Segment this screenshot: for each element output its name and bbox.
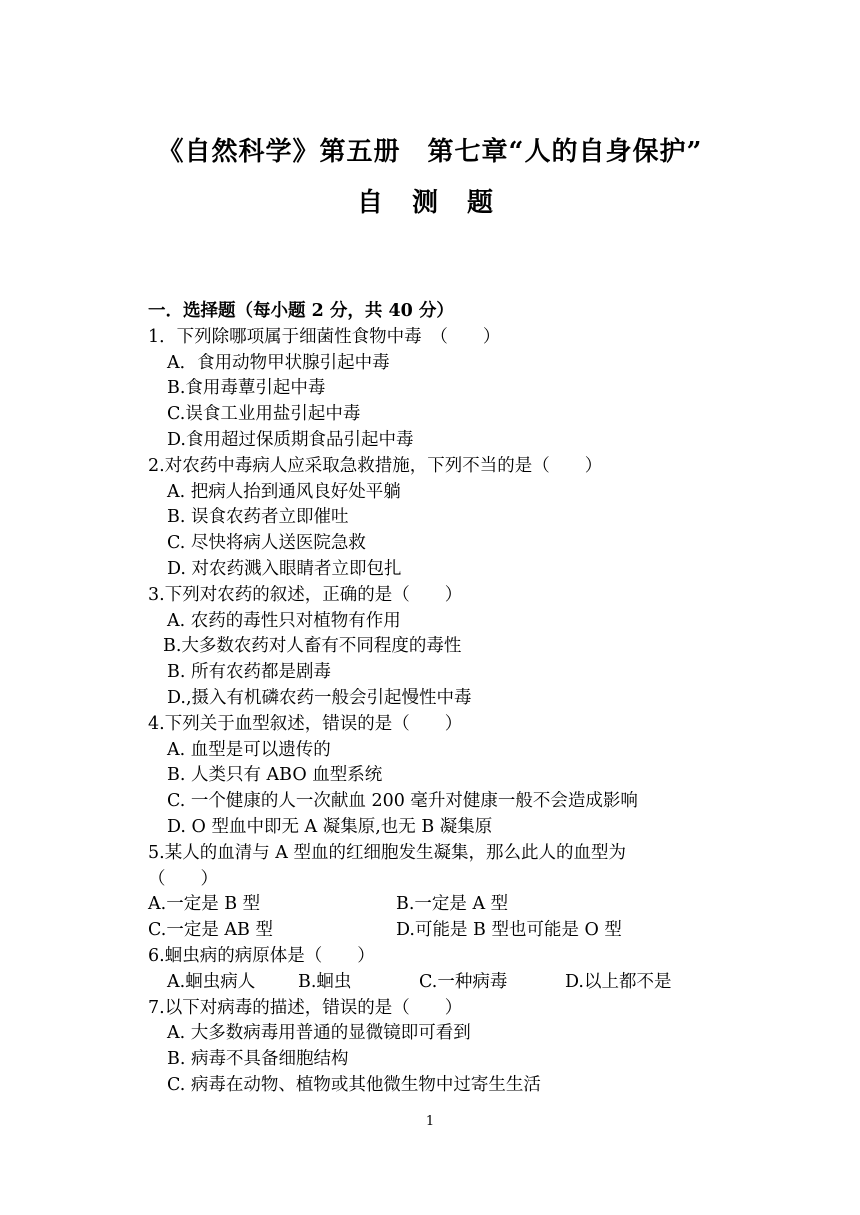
option-b: B.大多数农药对人畜有不同程度的毒性 [163,636,462,657]
option-c: C.误食工业用盐引起中毒 [167,404,361,425]
option-b: B.蛔虫 [298,971,352,992]
document-title: 《自然科学》第五册 第七章“人的自身保护” [157,137,703,167]
option-c: C.一种病毒 [419,971,508,992]
option-c: C.一定是 AB 型 [148,920,273,941]
option-d: D. 对农药溅入眼睛者立即包扎 [167,558,402,579]
option-c: C. 病毒在动物、植物或其他微生物中过寄生生活 [167,1074,541,1095]
option-d: D.食用超过保质期食品引起中毒 [167,429,414,450]
option-a: A. 大多数病毒用普通的显微镜即可看到 [167,1023,471,1044]
option-d: D. O 型血中即无 A 凝集原,也无 B 凝集原 [167,816,493,837]
page-number: 1 [425,1114,435,1129]
options-row [148,970,748,996]
option-b: B.食用毒蕈引起中毒 [167,378,326,399]
section-heading: 一．选择题（每小题 2 分，共 40 分） [148,301,454,321]
question-list [148,299,748,1099]
option-c: C. 尽快将病人送医院急救 [167,533,366,554]
answer-parentheses: （ ） [148,868,218,889]
question-stem: 6.蛔虫病的病原体是（ ） [148,945,375,966]
option-b: B. 病毒不具备细胞结构 [167,1049,349,1070]
option-a: A．食用动物甲状腺引起中毒 [167,352,390,373]
question-stem: 2.对农药中毒病人应采取急救措施，下列不当的是（ ） [148,455,603,476]
options-row [148,892,748,918]
option-c: C. 一个健康的人一次献血 200 毫升对健康一般不会造成影响 [167,791,638,812]
question-stem: 7.以下对病毒的描述，错误的是（ ） [148,997,463,1018]
option-b: B. 人类只有 ABO 血型系统 [167,765,383,786]
option-a: A. 把病人抬到通风良好处平躺 [167,481,401,502]
option-a: A. 血型是可以遗传的 [167,739,331,760]
option-d: D.可能是 B 型也可能是 O 型 [396,920,622,941]
question-stem: 1．下列除哪项属于细菌性食物中毒 （ ） [148,326,501,347]
question-stem: 4.下列关于血型叙述，错误的是（ ） [148,713,463,734]
options-row [148,918,748,944]
document-subtitle: 自 测 题 [356,188,504,218]
question-stem: 5.某人的血清与 A 型血的红细胞发生凝集，那么此人的血型为 [148,842,626,863]
option-b: B. 误食农药者立即催吐 [167,507,349,528]
option-d: D.,摄入有机磷农药一般会引起慢性中毒 [167,687,472,708]
option-a: A.一定是 B 型 [148,894,261,915]
question-stem: 3.下列对农药的叙述，正确的是（ ） [148,584,463,605]
option-d: D.以上都不是 [565,971,672,992]
option-a: A. 农药的毒性只对植物有作用 [167,610,401,631]
option-b: B.一定是 A 型 [396,894,509,915]
option-c: B. 所有农药都是剧毒 [167,662,331,683]
option-a: A.蛔虫病人 [167,971,256,992]
